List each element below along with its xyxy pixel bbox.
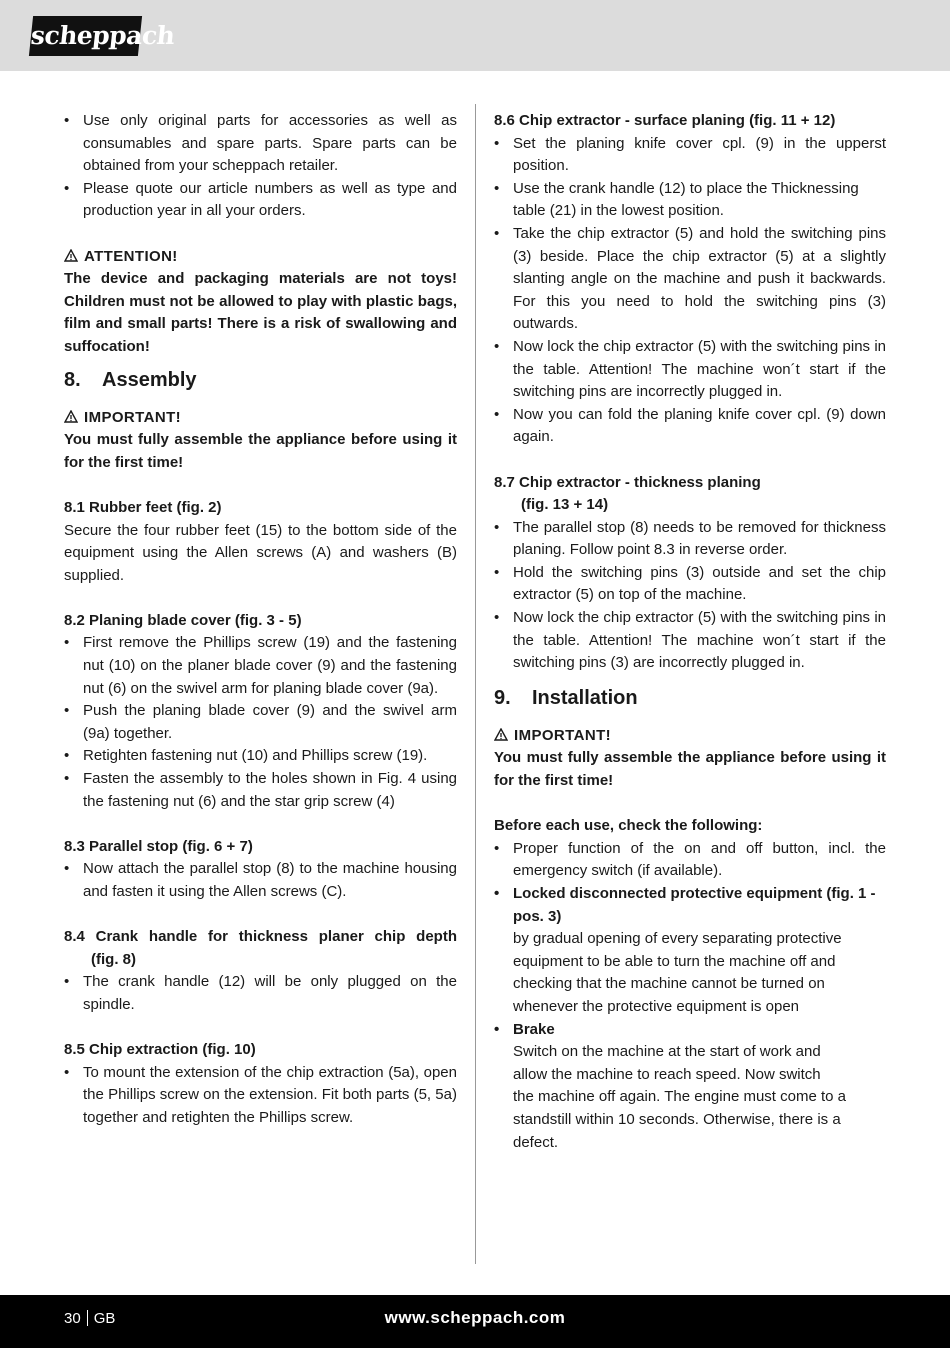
subsection-title-cont: (fig. 8): [91, 950, 136, 968]
subsection-title: 8.6 Chip extractor - surface planing (fig. 11 + 12): [494, 112, 836, 129]
subsection-title-cont: (fig. 13 + 14): [521, 496, 609, 514]
page-header: [0, 0, 950, 71]
page-number: 30 GB: [64, 1310, 116, 1327]
bullet-list: [64, 1062, 457, 1130]
left-column: [64, 110, 457, 1130]
attention-label: ATTENTION!: [84, 247, 178, 265]
text-line: allow the machine to reach speed. Now switch: [513, 1065, 821, 1083]
important-label: IMPORTANT!: [84, 408, 182, 426]
list-item: • To mount the extension of the chip extraction (5a), open the Phillips screw on the extension. Fit both parts (5, 5a) together and retighten the Phillips screw.: [64, 1062, 457, 1130]
text-line: whenever the protective equipment is open: [513, 997, 800, 1015]
list-item: • Now attach the parallel stop (8) to the machine housing and fasten it using the Allen screws (C).: [64, 858, 457, 903]
list-item: [494, 883, 886, 1019]
warning-icon: [64, 249, 78, 262]
list-item: • Fasten the assembly to the holes shown in Fig. 4 using the fastening nut (6) and the star grip screw (4): [64, 768, 457, 813]
important-heading: [64, 407, 457, 430]
bullet-list: [494, 517, 886, 675]
text-line: standstill within 10 seconds. Otherwise, there is a: [513, 1110, 841, 1128]
list-item: • Use only original parts for accessories as well as consumables and spare parts. Spare parts can be obtained from your scheppach retailer.: [64, 110, 457, 178]
website-url[interactable]: www.scheppach.com: [384, 1308, 566, 1327]
list-item: • Hold the switching pins (3) outside and set the chip extractor (5) on top of the machine.: [494, 562, 886, 607]
warning-icon: [64, 410, 78, 423]
list-item: • Please quote our article numbers as well as type and production year in all your orders.: [64, 178, 457, 223]
important-text: You must fully assemble the appliance before using it for the first time!: [64, 431, 457, 471]
subsection-title: 8.1 Rubber feet (fig. 2): [64, 498, 222, 516]
text-line: equipment to be able to turn the machine off and: [513, 952, 836, 970]
check-list: [494, 838, 886, 1154]
column-divider: [475, 104, 476, 1264]
page-footer: [0, 1295, 950, 1348]
subsection-title: 8.2 Planing blade cover (fig. 3 - 5): [64, 611, 302, 629]
bullet-list: [64, 858, 457, 903]
check-item-title: • Locked disconnected protective equipment (fig. 1 - pos. 3): [513, 885, 876, 925]
attention-heading: [64, 246, 457, 269]
right-column: [494, 110, 886, 1154]
list-item: • Use the crank handle (12) to place the Thicknessing table (21) in the lowest position.: [494, 178, 886, 223]
important-text: You must fully assemble the appliance before using it for the first time!: [494, 749, 886, 790]
section-9-heading: 9. Installation: [494, 686, 638, 709]
scheppach-logo: scheppach: [29, 16, 142, 56]
list-item: • Now you can fold the planing knife cover cpl. (9) down again.: [494, 404, 886, 449]
bullet-list: [494, 133, 886, 449]
list-item: • The crank handle (12) will be only plugged on the spindle.: [64, 971, 457, 1016]
warning-icon: [494, 728, 508, 741]
list-item: • Now lock the chip extractor (5) with the switching pins in the table. Attention! The machine won´t start if the switching pins (3) are incorrectly plugged in.: [494, 607, 886, 675]
paragraph: Secure the four rubber feet (15) to the bottom side of the equipment using the Allen screws (A) and washers (B) supplied.: [64, 521, 457, 584]
check-title: Before each use, check the following:: [494, 817, 763, 835]
text-line: defect.: [513, 1133, 559, 1151]
important-label: IMPORTANT!: [514, 726, 612, 744]
section-8-heading: 8. Assembly: [64, 368, 197, 391]
subsection-title: 8.4 Crank handle for thickness planer chip depth: [64, 928, 457, 946]
check-item-title: • Brake: [513, 1020, 555, 1038]
text-line: by gradual opening of every separating protective: [513, 930, 842, 948]
text-line: checking that the machine cannot be turned on: [513, 975, 825, 993]
list-item: • Set the planing knife cover cpl. (9) in the upperst position.: [494, 133, 886, 178]
list-item: • The parallel stop (8) needs to be removed for thickness planing. Follow point 8.3 in reverse order.: [494, 517, 886, 562]
list-item: • Now lock the chip extractor (5) with the switching pins in the table. Attention! The machine won´t start if the switching pins are incorrectly plugged in.: [494, 336, 886, 404]
list-item: • Proper function of the on and off button, incl. the emergency switch (if available).: [494, 838, 886, 883]
intro-list: [64, 110, 457, 223]
subsection-title: 8.7 Chip extractor - thickness planing: [494, 473, 761, 491]
list-item: • Retighten fastening nut (10) and Phillips screw (19).: [64, 745, 457, 768]
bullet-list: [64, 632, 457, 813]
list-item: [494, 1019, 886, 1155]
text-line: Switch on the machine at the start of work and: [513, 1043, 821, 1061]
list-item: • Take the chip extractor (5) and hold the switching pins (3) beside. Place the chip extractor (5) at a slightly slanting angle on the machine and push it backwards. For this you need to hold the switching pins (3) outwards.: [494, 223, 886, 336]
bullet-list: [64, 971, 457, 1016]
important-heading: [494, 725, 886, 748]
list-item: • Push the planing blade cover (9) and the swivel arm (9a) together.: [64, 700, 457, 745]
text-line: the machine off again. The engine must come to a: [513, 1088, 846, 1106]
list-item: • First remove the Phillips screw (19) and the fastening nut (10) on the planer blade cover (9) and the fastening nut (6) on the swivel arm for planing blade cover (9a).: [64, 632, 457, 700]
subsection-title: 8.5 Chip extraction (fig. 10): [64, 1041, 256, 1059]
subsection-title: 8.3 Parallel stop (fig. 6 + 7): [64, 837, 253, 855]
attention-text: The device and packaging materials are not toys! Children must not be allowed to play with plastic bags, film and small parts! There is a risk of swallowing and suffocation!: [64, 270, 457, 355]
